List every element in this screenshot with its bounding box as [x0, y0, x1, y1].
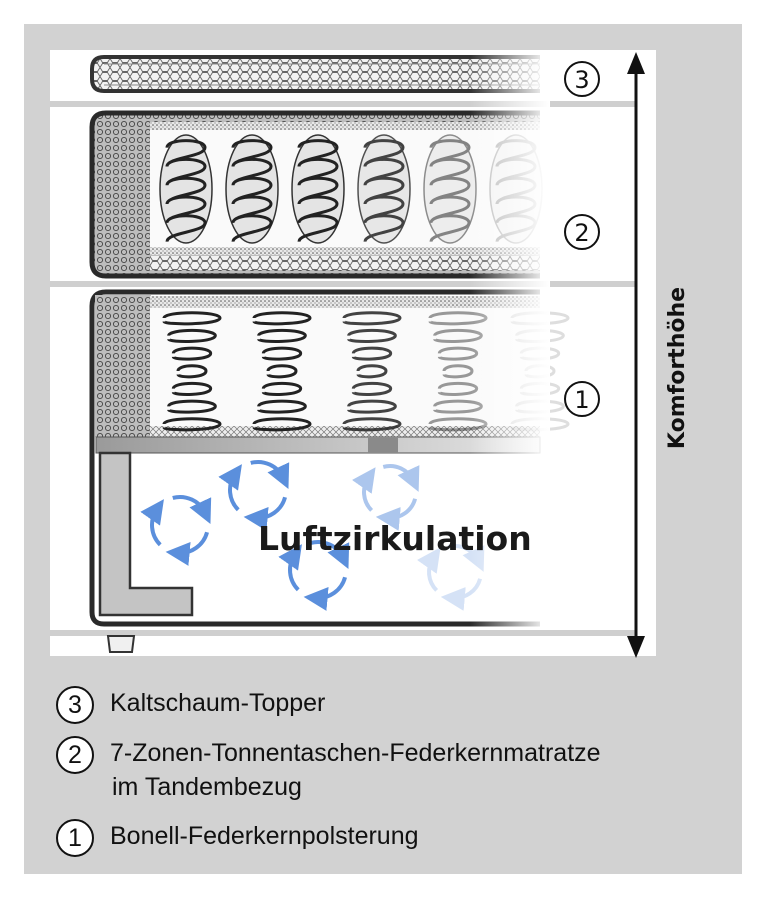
legend-text [110, 686, 325, 720]
pocket-spring [292, 135, 344, 243]
legend-line-2: im Tandembezug [112, 773, 302, 801]
layer-badge-3 [565, 62, 599, 96]
svg-text:1: 1 [574, 386, 590, 414]
legend-badge: 3 [56, 686, 94, 724]
pocket-spring [358, 135, 410, 243]
svg-text:3: 3 [574, 66, 590, 94]
bed-foot [108, 636, 134, 652]
legend-line: 7-Zonen-Tonnentaschen-Federkernmatratze [110, 739, 601, 767]
legend-badge: 2 [56, 736, 94, 774]
svg-text:2: 2 [574, 219, 590, 247]
legend-item-bonell [56, 819, 419, 857]
air-circulation-label: Luftzirkulation [258, 519, 532, 558]
legend-line: Kaltschaum-Topper [110, 689, 326, 717]
comfort-height-label: Komforthöhe [665, 286, 690, 450]
legend-item-topper [56, 686, 325, 724]
legend-item-mattress [56, 736, 601, 804]
pocket-spring [424, 135, 476, 243]
separator-line [50, 630, 636, 636]
legend-text [110, 819, 419, 853]
pocket-spring [226, 135, 278, 243]
legend-text [110, 736, 601, 804]
legend-badge: 1 [56, 819, 94, 857]
legend-line: Bonell-Federkernpolsterung [110, 822, 419, 850]
pocket-spring [160, 135, 212, 243]
layer-badge-1 [565, 382, 599, 416]
layer-badge-2 [565, 215, 599, 249]
